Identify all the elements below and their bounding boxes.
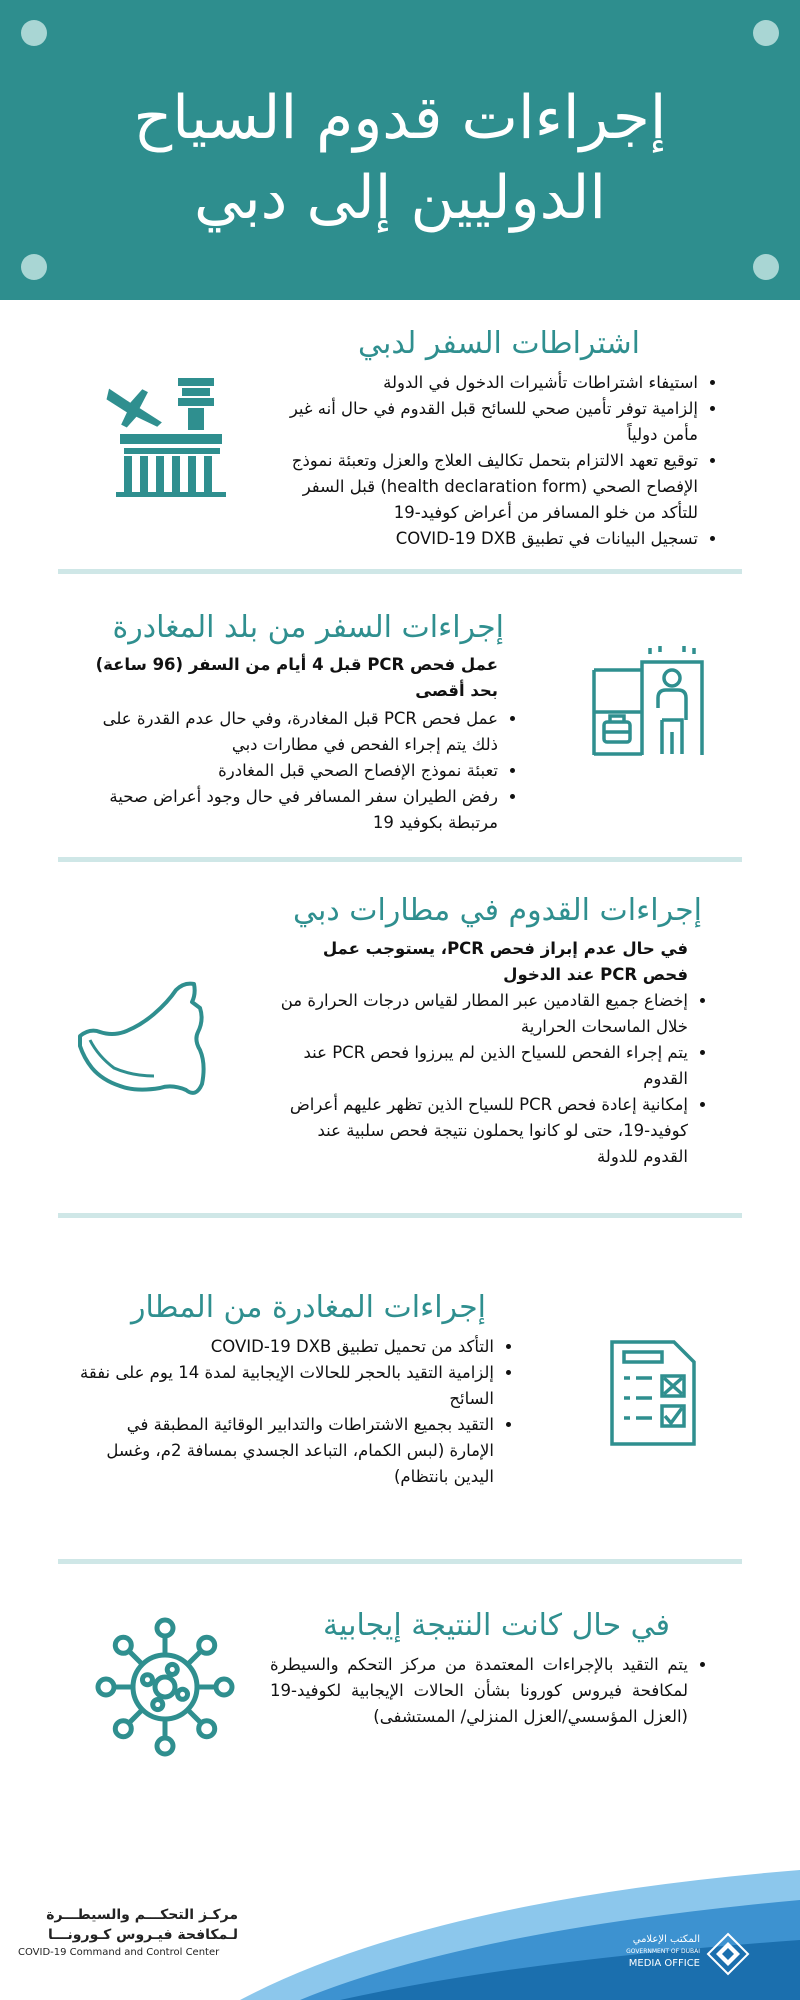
decor-dot: [753, 254, 779, 280]
page-title-line2: الدوليين إلى دبي: [193, 163, 607, 233]
list-item: • يتم التقيد بالإجراءات المعتمدة من مركز التحكم والسيطرة لمكافحة فيروس كورونا بشأن الحالات الإيجابية لكوفيد-19 (العزل المؤسسي/العزل المنزلي/ المستشفى): [270, 1652, 688, 1730]
logo-arabic-line1: مركـز التحكـــم والسيطـــرة: [46, 1907, 238, 1923]
body-scanner-icon: [590, 640, 710, 760]
list-item: • يتم إجراء الفحص للسياح الذين لم يبرزوا فحص PCR عند القدوم: [270, 1040, 688, 1092]
list-item: • تعبئة نموذج الإفصاح الصحي قبل المغادرة: [76, 758, 498, 784]
list-item: • إلزامية توفر تأمين صحي للسائح قبل القدوم في حال أنه غير مأمن دولياً: [270, 396, 698, 448]
checklist-icon: [608, 1338, 698, 1448]
positive-result-list: [270, 1652, 710, 1730]
section-title-travel-requirements: اشتراطات السفر لدبي: [358, 326, 640, 361]
decor-dot: [21, 20, 47, 46]
pcr-requirement-highlight: عمل فحص PCR قبل 4 أيام من السفر (96 ساعة) بحد أقصى: [95, 655, 498, 700]
section-title-airport-departure: إجراءات المغادرة من المطار: [130, 1290, 486, 1325]
section-divider: [58, 857, 742, 862]
list-item: • عمل فحص PCR قبل المغادرة، وفي حال عدم القدرة على ذلك يتم إجراء الفحص في مطارات دبي: [76, 706, 498, 758]
section-title-arrival-dubai-airports: إجراءات القدوم في مطارات دبي: [293, 893, 702, 928]
travel-requirements-list: [270, 370, 720, 552]
section-divider: [58, 1213, 742, 1218]
dubai-media-office-logo: [610, 1930, 780, 1980]
list-item: • استيفاء اشتراطات تأشيرات الدخول في الدولة: [270, 370, 698, 396]
airport-tower-icon: [102, 370, 232, 500]
list-item: • تسجيل البيانات في تطبيق COVID-19 DXB: [270, 526, 698, 552]
page-title-line1: إجراءات قدوم السياح: [133, 83, 667, 153]
header-banner: [0, 0, 800, 300]
logo-english: COVID-19 Command and Control Center: [18, 1947, 220, 1958]
decor-dot: [753, 20, 779, 46]
section-title-departure-travel: إجراءات السفر من بلد المغادرة: [112, 610, 504, 645]
decor-dot: [21, 254, 47, 280]
departure-procedures-list: [76, 706, 520, 836]
list-item: • التأكد من تحميل تطبيق COVID-19 DXB: [80, 1334, 494, 1360]
arrival-procedures-list: [270, 988, 710, 1170]
list-item: • توقيع تعهد الالتزام بتحمل تكاليف العلاج والعزل وتعبئة نموذج الإفصاح الصحي (health declaration form) قبل السفر للتأكد من خلو المسافر من أعراض كوفيد-19: [270, 448, 698, 526]
pcr-arrival-highlight: في حال عدم إبراز فحص PCR، يستوجب عمل فحص PCR عند الدخول: [322, 939, 688, 984]
list-item: • رفض الطيران سفر المسافر في حال وجود أعراض صحية مرتبطة بكوفيد 19: [76, 784, 498, 836]
media-office-government: GOVERNMENT OF DUBAI: [626, 1948, 700, 1955]
page-title: [80, 78, 720, 238]
list-item: • التقيد بجميع الاشتراطات والتدابير الوقائية المطبقة في الإمارة (لبس الكمام، التباعد الجسدي بمسافة 2م، وغسل اليدين بانتظام): [80, 1412, 494, 1490]
media-office-arabic: المكتب الإعلامي: [632, 1934, 700, 1945]
section-divider: [58, 1559, 742, 1564]
list-item: • إلزامية التقيد بالحجر للحالات الإيجابية لمدة 14 يوم على نفقة السائح: [80, 1360, 494, 1412]
list-item: • إمكانية إعادة فحص PCR للسياح الذين تظهر عليهم أعراض كوفيد-19، حتى لو كانوا يحملون نتيجة فحص سلبية عند القدوم للدولة: [270, 1092, 688, 1170]
section-divider: [58, 569, 742, 574]
media-office-emblem-icon: [706, 1932, 750, 1976]
list-item: • إخضاع جميع القادمين عبر المطار لقياس درجات الحرارة من خلال الماسحات الحرارية: [270, 988, 688, 1040]
media-office-english: MEDIA OFFICE: [628, 1958, 700, 1969]
covid-command-center-logo: [18, 1905, 238, 1958]
section-title-positive-result: في حال كانت النتيجة إيجابية: [323, 1608, 670, 1643]
logo-arabic-line2: لـمكافحة فيـروس كـورونـــا: [47, 1927, 238, 1943]
airport-departure-list: [80, 1334, 516, 1490]
uae-map-icon: [76, 980, 226, 1100]
virus-icon: [90, 1612, 240, 1762]
